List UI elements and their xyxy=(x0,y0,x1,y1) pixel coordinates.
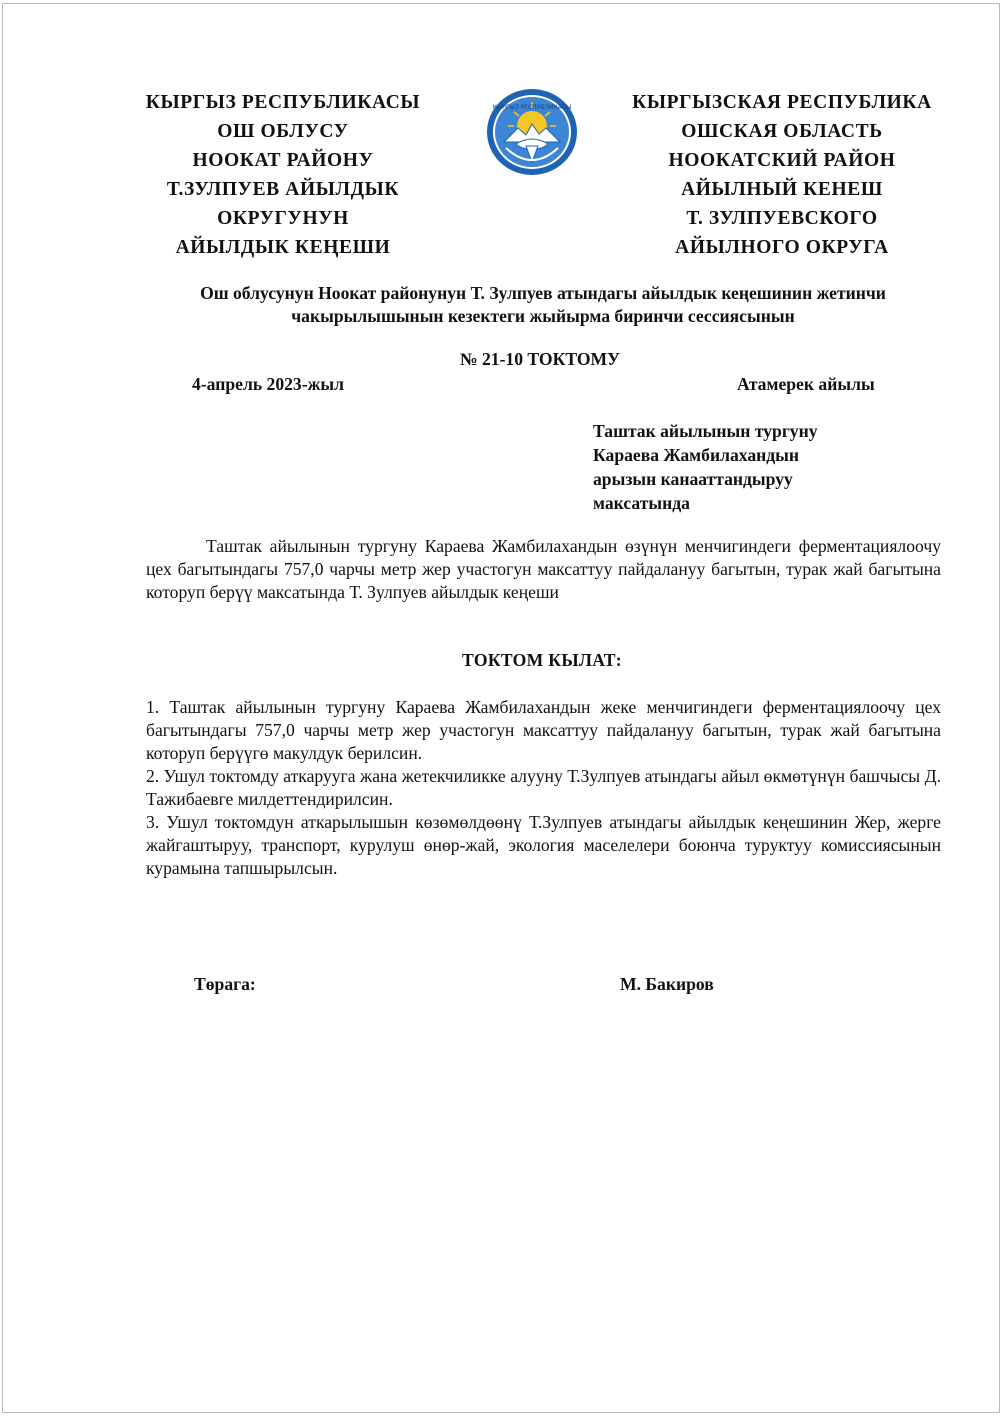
subject-line: максатында xyxy=(593,493,690,513)
decision-subject xyxy=(593,419,893,515)
session-title xyxy=(120,282,966,328)
header-left-line: ОКРУГУНУН xyxy=(217,208,349,229)
decree-item: 1. Таштак айылынын тургуну Караева Жамбилахандын жеке менчигиндеги ферментациялоочу цех багытындагы 757,0 чарчы метр жер участогун максаттуу пайдалануу багытын, турак жай багытына которуп берүүгө макулдук берилсин. xyxy=(146,697,941,763)
session-title-line: Ош облусунун Ноокат районунун Т. Зулпуев атындагы айылдык кеңешинин жетинчи xyxy=(200,283,886,303)
subject-line: Таштак айылынын тургуну xyxy=(593,421,818,441)
header-right-line: НООКАТСКИЙ РАЙОН xyxy=(668,150,896,171)
header-left-line: АЙЫЛДЫК КЕҢЕШИ xyxy=(175,237,391,258)
header-right-line: ОШСКАЯ ОБЛАСТЬ xyxy=(681,121,883,142)
header-right-line: АЙЫЛНЫЙ КЕНЕШ xyxy=(681,179,883,200)
subject-line: Караева Жамбилахандын xyxy=(593,445,800,465)
decree-heading: ТОКТОМ КЫЛАТ: xyxy=(462,650,622,670)
header-left-line: ОШ ОБЛУСУ xyxy=(217,121,349,142)
chair-name: М. Бакиров xyxy=(620,974,714,994)
header-left-line: НООКАТ РАЙОНУ xyxy=(192,150,374,171)
decree-item: 3. Ушул токтомдун аткарылышын көзөмөлдөөнү Т.Зулпуев атындагы айылдык кеңешинин Жер, жерге жайгаштыруу, транспорт, курулуш өнөр-жай, экология маселелери боюнча туруктуу комиссиясынын курамына тапшырылсын. xyxy=(146,812,941,878)
header-right-line: Т. ЗУЛПУЕВСКОГО xyxy=(686,208,878,229)
emblem-text: КЫРГЫЗ РЕСПУБЛИКАСЫ xyxy=(492,104,572,111)
header-right-line: АЙЫЛНОГО ОКРУГА xyxy=(675,237,889,258)
session-title-line: чакырылышынын кезектеги жыйырма биринчи сессиясынын xyxy=(291,306,795,326)
decision-date: 4-апрель 2023-жыл xyxy=(192,374,344,394)
decree-item: 2. Ушул токтомду аткарууга жана жетекчиликке алууну Т.Зулпуев атындагы айыл өкмөтүнүн башчысы Д. Тажибаевге милдеттендирилсин. xyxy=(146,766,941,809)
decision-place: Атамерек айылы xyxy=(737,374,875,394)
state-emblem-icon xyxy=(486,88,578,176)
header-left-line: Т.ЗУЛПУЕВ АЙЫЛДЫК xyxy=(166,179,400,200)
chair-label: Төрага: xyxy=(194,974,256,994)
subject-line: арызын канааттандыруу xyxy=(593,469,793,489)
decision-number: № 21-10 ТОКТОМУ xyxy=(459,349,621,369)
header-left-block xyxy=(128,88,438,262)
decree-items xyxy=(146,696,941,880)
preamble-paragraph: Таштак айылынын тургуну Караева Жамбилахандын өзүнүн менчигиндеги ферментациялоочу цех багытындагы 757,0 чарчы метр жер участогун максаттуу пайдалануу багытын, турак жай багытына которуп берүү максатында Т. Зулпуев айылдык кеңеши xyxy=(146,536,941,602)
header-right-block xyxy=(614,88,950,262)
header-right-line: КЫРГЫЗСКАЯ РЕСПУБЛИКА xyxy=(632,92,932,113)
header-left-line: КЫРГЫЗ РЕСПУБЛИКАСЫ xyxy=(145,92,421,113)
